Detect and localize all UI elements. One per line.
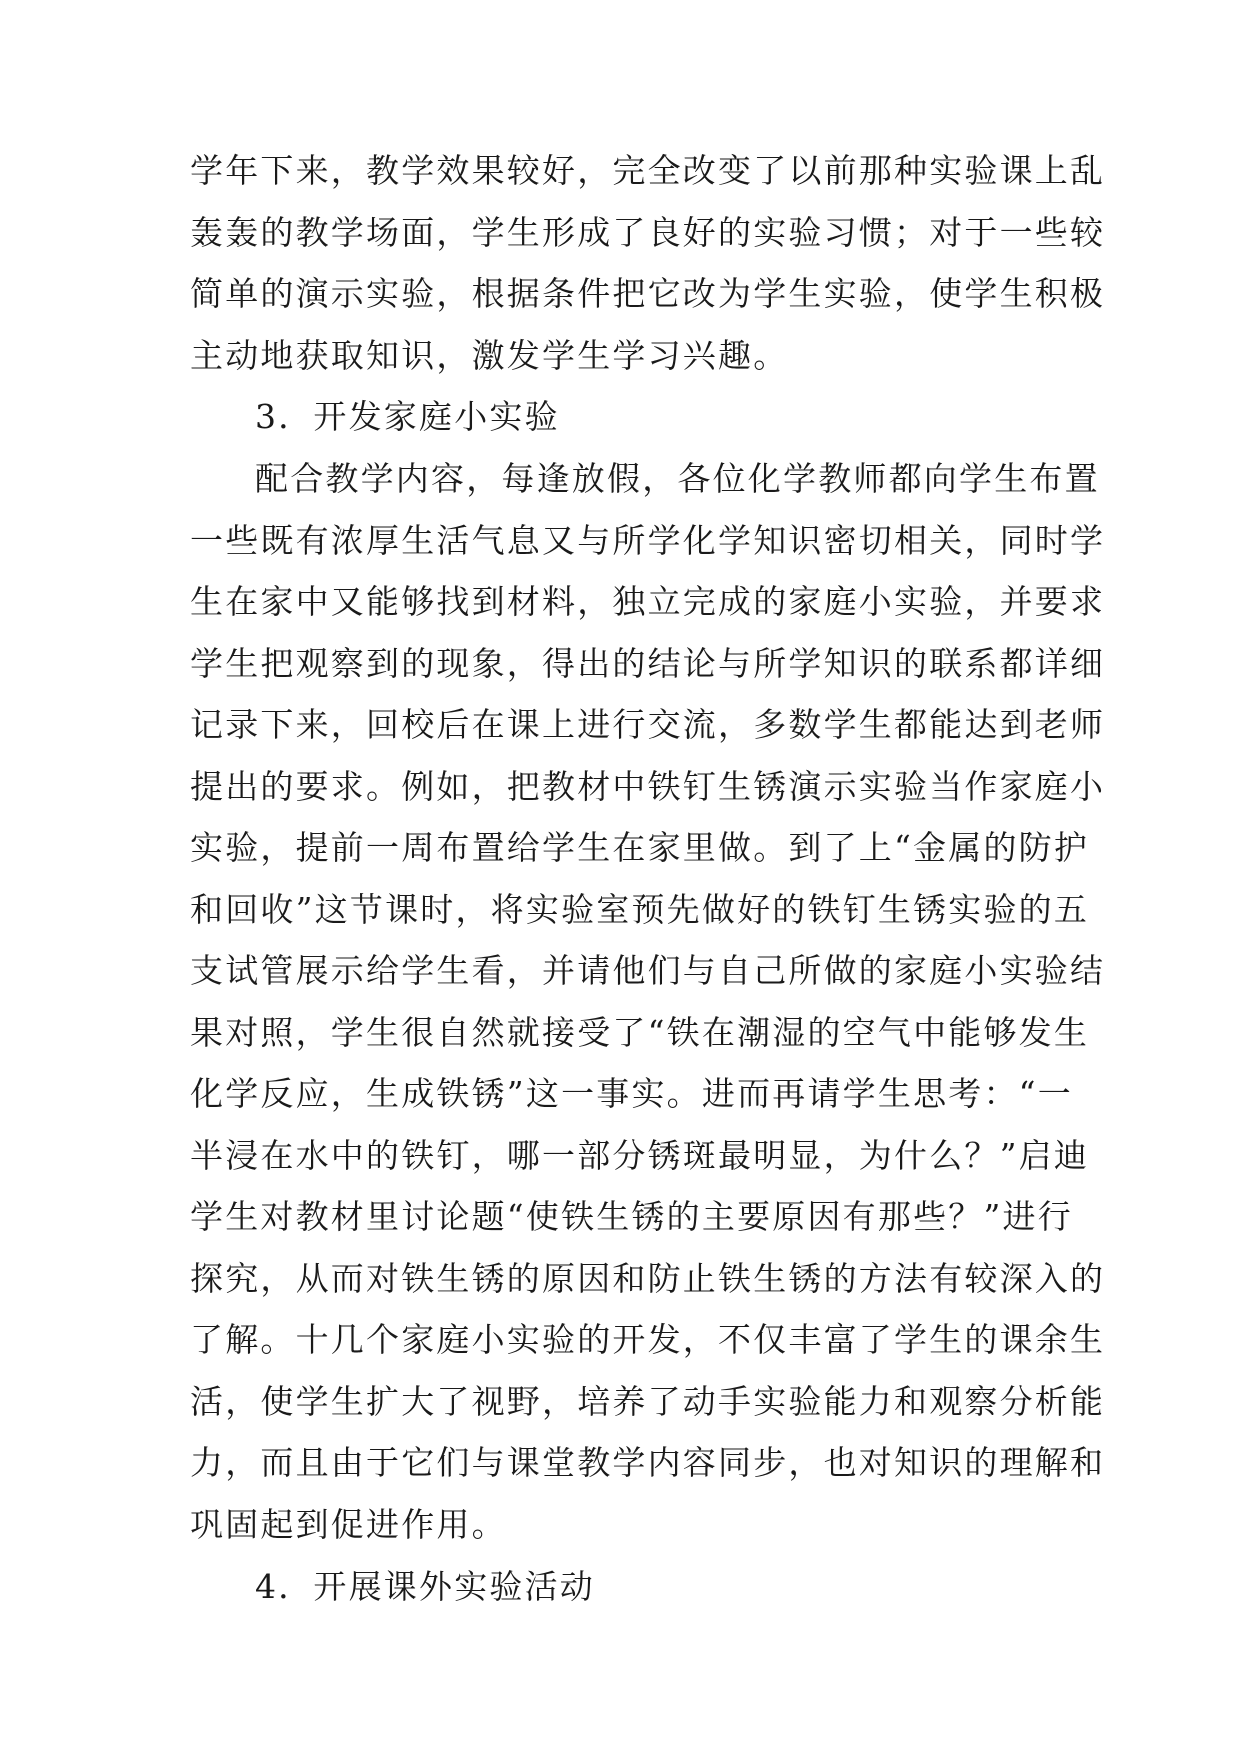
paragraph-line: 主动地获取知识，激发学生学习兴趣。: [190, 335, 789, 375]
paragraph-line: 果对照，学生很自然就接受了“铁在潮湿的空气中能够发生: [190, 1012, 1090, 1052]
paragraph-line: 学年下来，教学效果较好，完全改变了以前那种实验课上乱: [190, 151, 1106, 190]
paragraph-2: [190, 448, 1106, 1555]
paragraph-line: 学生把观察到的现象，得出的结论与所学知识的联系都详细: [190, 643, 1106, 683]
section-heading-4: 4．开展课外实验活动: [255, 1567, 595, 1606]
paragraph-line: 配合教学内容，每逢放假，各位化学教师都向学生布置: [255, 459, 1100, 498]
paragraph-line: 探究，从而对铁生锈的原因和防止铁生锈的方法有较深入的: [190, 1258, 1106, 1298]
paragraph-line: 学生对教材里讨论题“使铁生锈的主要原因有那些？”进行: [190, 1197, 1073, 1236]
paragraph-1: [190, 140, 1106, 386]
paragraph-line: 巩固起到促进作用。: [190, 1504, 507, 1544]
paragraph-line: 化学反应，生成铁锈”这一事实。进而再请学生思考：“一: [190, 1074, 1073, 1113]
paragraph-line: 和回收”这节课时，将实验室预先做好的铁钉生锈实验的五: [190, 889, 1090, 929]
paragraph-line: 力，而且由于它们与课堂教学内容同步，也对知识的理解和: [190, 1443, 1106, 1482]
paragraph-line: 一些既有浓厚生活气息又与所学化学知识密切相关，同时学: [190, 520, 1106, 560]
paragraph-line: 轰轰的教学场面，学生形成了良好的实验习惯；对于一些较: [190, 212, 1106, 252]
paragraph-line: 简单的演示实验，根据条件把它改为学生实验，使学生积极: [190, 274, 1106, 313]
section-heading-3: 3．开发家庭小实验: [255, 397, 560, 436]
paragraph-line: 生在家中又能够找到材料，独立完成的家庭小实验，并要求: [190, 582, 1106, 621]
paragraph-line: 活，使学生扩大了视野，培养了动手实验能力和观察分析能: [190, 1381, 1106, 1421]
paragraph-line: 了解。十几个家庭小实验的开发，不仅丰富了学生的课余生: [190, 1320, 1106, 1359]
paragraph-line: 半浸在水中的铁钉，哪一部分锈斑最明显，为什么？”启迪: [190, 1135, 1090, 1175]
paragraph-line: 支试管展示给学生看，并请他们与自己所做的家庭小实验结: [190, 951, 1106, 990]
paragraph-line: 提出的要求。例如，把教材中铁钉生锈演示实验当作家庭小: [190, 766, 1106, 806]
paragraph-line: 实验，提前一周布置给学生在家里做。到了上“金属的防护: [190, 828, 1090, 867]
paragraph-line: 记录下来，回校后在课上进行交流，多数学生都能达到老师: [190, 705, 1106, 744]
